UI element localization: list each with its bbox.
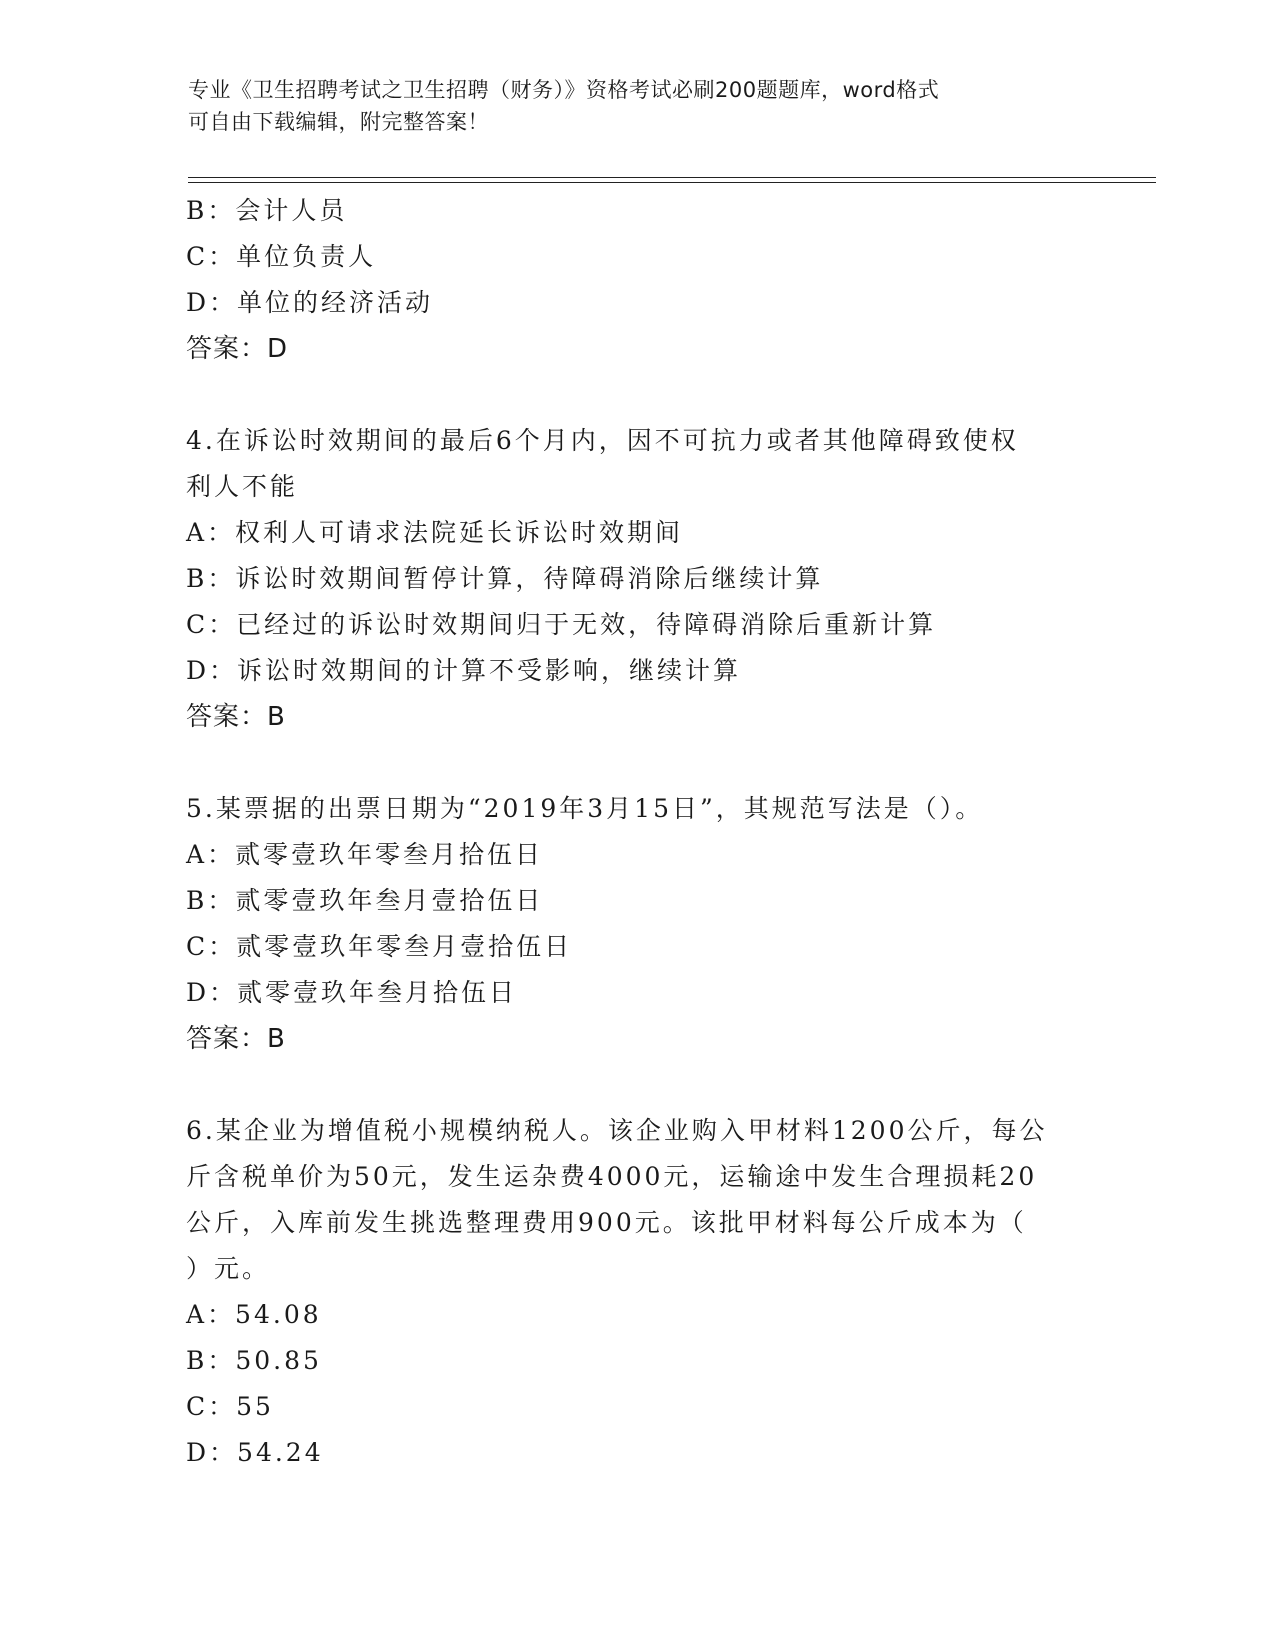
question-stem: 4.在诉讼时效期间的最后6个月内，因不可抗力或者其他障碍致使权: [186, 426, 1019, 455]
answer-line: 答案：D: [186, 334, 289, 364]
question-block-4: [186, 418, 1086, 740]
question-stem: 5.某票据的出票日期为“2019年3月15日”，其规范写法是（）。: [186, 794, 984, 823]
option-b: B：贰零壹玖年叁月壹拾伍日: [186, 886, 544, 915]
option-a: A：54.08: [186, 1300, 322, 1329]
option-b: B：50.85: [186, 1346, 322, 1375]
document-header: [188, 74, 1068, 138]
question-stem: 6.某企业为增值税小规模纳税人。该企业购入甲材料1200公斤，每公: [186, 1116, 1048, 1145]
option-d: D：贰零壹玖年叁月拾伍日: [186, 978, 518, 1007]
header-divider-bottom: [188, 182, 1156, 183]
question-block-continued: [186, 188, 1086, 372]
header-divider-top: [188, 177, 1156, 178]
option-a: A：贰零壹玖年零叁月拾伍日: [186, 840, 544, 869]
option-d: D：单位的经济活动: [186, 288, 434, 317]
option-a: A：权利人可请求法院延长诉讼时效期间: [186, 518, 684, 547]
question-stem: 利人不能: [186, 472, 299, 501]
option-c: C：单位负责人: [186, 242, 377, 271]
answer-line: 答案：B: [186, 1024, 286, 1054]
question-stem: ）元。: [186, 1254, 271, 1283]
question-list: [186, 188, 1086, 1476]
question-stem: 斤含税单价为50元，发生运杂费4000元，运输途中发生合理损耗20: [186, 1162, 1038, 1191]
option-b: B：会计人员: [186, 196, 348, 225]
header-line-2: 可自由下载编辑，附完整答案！: [188, 110, 489, 134]
question-block-5: [186, 786, 1086, 1062]
option-d: D：诉讼时效期间的计算不受影响，继续计算: [186, 656, 742, 685]
option-d: D：54.24: [186, 1438, 324, 1467]
option-c: C：55: [186, 1392, 274, 1421]
option-c: C：已经过的诉讼时效期间归于无效，待障碍消除后重新计算: [186, 610, 937, 639]
question-stem: 公斤，入库前发生挑选整理费用900元。该批甲材料每公斤成本为（: [186, 1208, 1027, 1237]
option-c: C：贰零壹玖年零叁月壹拾伍日: [186, 932, 573, 961]
question-block-6: [186, 1108, 1086, 1476]
option-b: B：诉讼时效期间暂停计算，待障碍消除后继续计算: [186, 564, 824, 593]
header-line-1: 专业《卫生招聘考试之卫生招聘（财务）》资格考试必刷200题题库，word格式: [188, 78, 940, 102]
answer-line: 答案：B: [186, 702, 286, 732]
